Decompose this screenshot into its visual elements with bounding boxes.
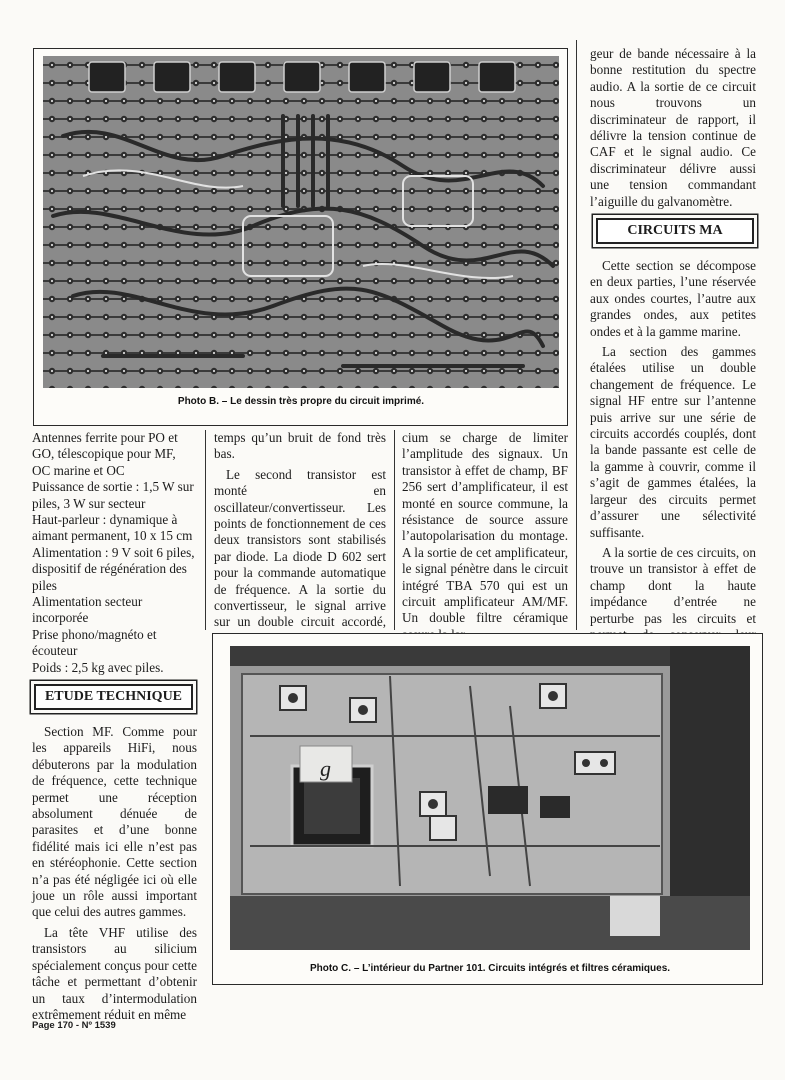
spec-item-antennas: Antennes ferrite pour PO et GO, télescopique pour MF, OC marine et OC [32, 430, 178, 478]
etude-technique-heading: ETUDE TECHNIQUE [34, 684, 193, 710]
radio-interior-image [230, 646, 750, 950]
etude-paragraph-1: Section MF. Comme pour les appareils HiFi, nous débuterons par la modulation de fréquence, cette technique permet une réception absolument dénuée de parasites et d’une bonne fidélité mais ici elle n’est pas en stéréophonie. Cette section n’a pas été négligée ici où elle joue un rôle aussi important que celui des autres gammes. [32, 724, 197, 920]
ma-paragraph-3: A la sortie de ces circuits, on trouve un transistor à effet de champ dont la haute impédance d’entrée ne perturbe pas les circuits et [590, 544, 756, 626]
column-2-text [214, 430, 386, 651]
spec-item-output-power: Puissance de sortie : 1,5 W sur piles, 3 W sur secteur [32, 479, 194, 511]
etude-technique-text [32, 724, 197, 1027]
column-4-top-text [590, 46, 756, 214]
column-3-text [402, 430, 568, 647]
etude-paragraph-2: La tête VHF utilise des transistors au silicium spécialement conçus pour cette tâche et permettant d’obtenir un taux d’intermodulation extrêmement réduit en même [32, 924, 197, 1022]
col2-paragraph-2: Le second transistor est monté en oscillateur/convertisseur. Les points de fonctionnement de ces deux transistors sont stabilisés par diode. La diode D 602 sert pour la commande automatique de fréquence. A la sortie du convertisseur, le signal arrive sur un double circuit accordé, [214, 466, 386, 630]
circuits-ma-text [590, 258, 756, 697]
spec-item-power-supply: Alimentation : 9 V soit 6 piles, dispositif de régénération des piles [32, 544, 195, 593]
ma-paragraph-2: La section des gammes étalées utilise un double changement de fréquence. Le signal HF entre sur l’antenne puis arrive sur une série de circuits accordés couplés, dont la bande passante est celle de la gamme à couvrir, comme il s’agit de gammes étalées, la largeur des circuits permet d’assurer une sélectivité suffisante. [590, 344, 756, 540]
spec-item-mains-supply: Alimentation secteur incorporée [32, 594, 143, 626]
spec-item-weight: Poids : 2,5 kg avec piles. [32, 659, 164, 675]
photo-b-circuit-board [43, 56, 559, 388]
photo-c-sticker-label: g [320, 756, 331, 781]
spec-item-phono-socket: Prise phono/magnéto et écouteur [32, 626, 157, 659]
column-rule-1 [205, 430, 206, 630]
photo-c-radio-interior [230, 646, 750, 950]
column-rule-3 [576, 40, 577, 630]
page-number-footer: Page 170 - Nº 1539 [32, 1020, 116, 1031]
spec-item-speaker: Haut-parleur : dynamique à aimant permanent, 10 x 15 cm [32, 512, 193, 544]
col3-paragraph-1: cium se charge de limiter l’amplitude des signaux. Un transistor à effet de champ, BF 256 sert d’amplificateur, il est monté en source commune, la résistance de source assure l’autopolarisation du montage. A la sortie de cet amplificateur, le signal pénètre dans le circuit intégré TBA 570 qui est un circuit amplificateur AM/MF. Un double filtre céramique [402, 430, 568, 626]
specifications-list [32, 430, 197, 676]
col4-paragraph-1: geur de bande nécessaire à la bonne restitution du spectre audio. A la sortie de ce circuit nous trouvons un discriminateur de rapport, il délivre la tension continue de CAF et le signal audio. Ce discriminateur délivre aussi une tension commandant l’aiguille du galvanomètre. [590, 46, 756, 209]
photo-c-caption: Photo C. – L’intérieur du Partner 101. Circuits intégrés et filtres céramiques. [309, 963, 671, 974]
column-rule-2 [394, 430, 395, 630]
photo-b-caption: Photo B. – Le dessin très propre du circuit imprimé. [177, 396, 425, 407]
circuits-ma-heading: CIRCUITS MA [596, 218, 754, 244]
col2-paragraph-1: temps qu’un bruit de fond très bas. [214, 430, 386, 462]
ma-paragraph-1: Cette section se décompose en deux parties, l’une réservée aux ondes courtes, l’autre aux grandes ondes, aux petites ondes et à la gamme marine. [590, 258, 756, 339]
circuit-board-image [43, 56, 559, 388]
